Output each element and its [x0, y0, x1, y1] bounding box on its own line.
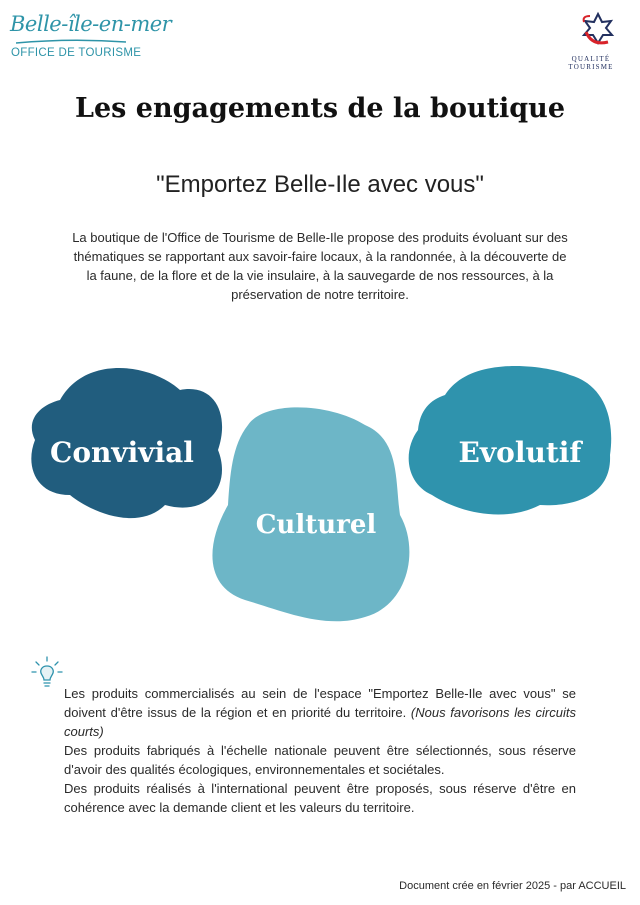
engagements-text [64, 684, 576, 817]
label-convivial: Convivial [50, 436, 194, 469]
values-blobs [0, 355, 640, 630]
label-culturel: Culturel [255, 510, 377, 540]
paragraph-regional-note: (Nous favorisons les circuits courts) [64, 705, 576, 739]
lightbulb-icon [30, 655, 64, 691]
paragraph-regional-text: Les produits commercialisés au sein de l'espace "Emportez Belle-Ile avec vous" se doivent d'être issus de la région et en priorité du territoire. [64, 686, 576, 720]
paragraph-regional [64, 684, 576, 741]
logo-script-text: Belle-île-en-mer [10, 12, 172, 36]
label-line-2: TOURISME [568, 63, 614, 71]
logo-underline-icon [16, 39, 126, 45]
label-line-1: QUALITÉ [571, 55, 611, 63]
paragraph-international: Des produits réalisés à l'international peuvent être proposés, sous réserve d'être en cohérence avec la demande client et les valeurs du territoire. [64, 781, 576, 815]
qualite-tourisme-emblem-icon [578, 10, 618, 50]
paragraph-national: Des produits fabriqués à l'échelle nationale peuvent être sélectionnés, sous réserve d'avoir des qualités écologiques, environnementales et sociétales. [64, 743, 576, 777]
page-title: Les engagements de la boutique [75, 93, 565, 124]
belle-ile-logo [10, 12, 172, 66]
qualite-tourisme-logo [555, 10, 627, 72]
logo-subtitle: OFFICE DE TOURISME [11, 47, 142, 59]
footer-note: Document crée en février 2025 - par ACCUEIL [399, 880, 626, 892]
page-subtitle: "Emportez Belle-Ile avec vous" [156, 171, 484, 198]
intro-paragraph: La boutique de l'Office de Tourisme de Belle-Ile propose des produits évoluant sur des thématiques se rapportant aux savoir-faire locaux, à la randonnée, à la découverte de la faune, de la flore et de la vie insulaire, à la sauvegarde de nos ressources, à la préservation de notre territoire. [72, 230, 568, 302]
label-evolutif: Evolutif [458, 436, 582, 469]
